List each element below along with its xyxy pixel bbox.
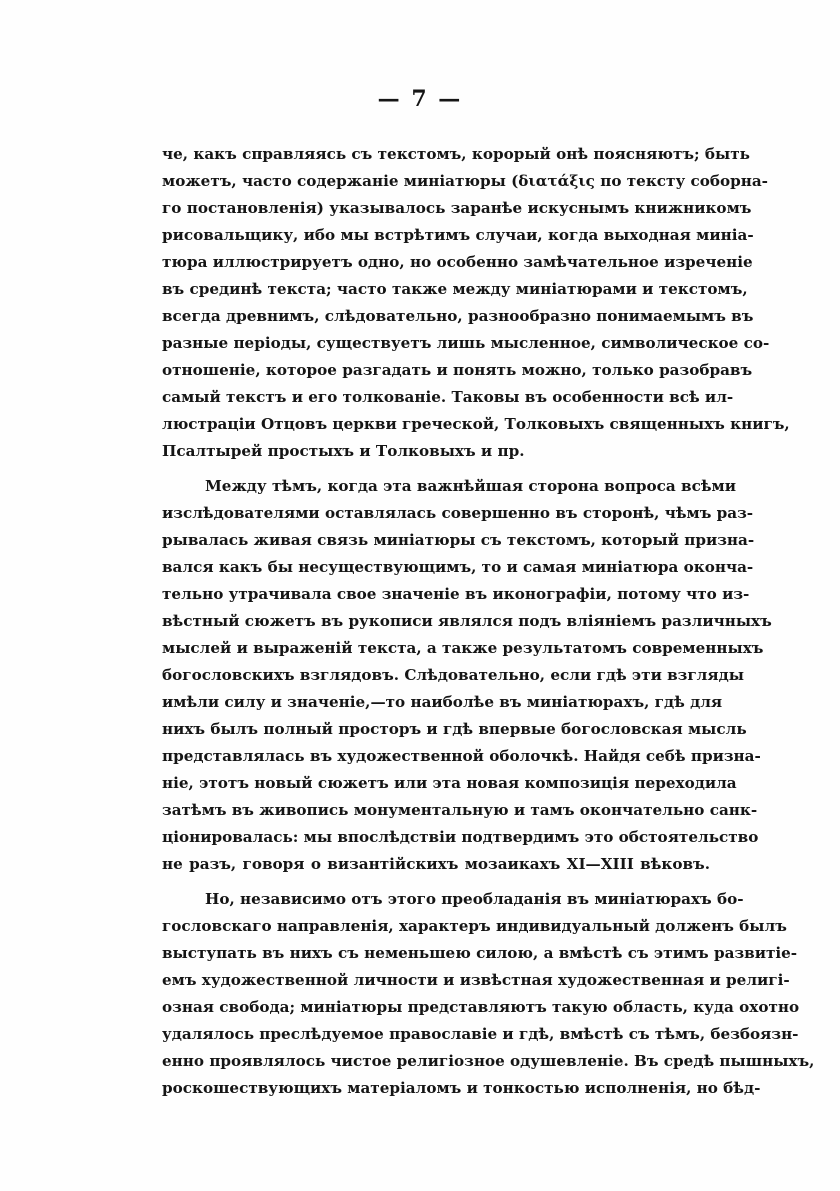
text-line: емъ художественной личности и извѣстная художественная и религі- [162,971,790,989]
text-line: нихъ былъ полный просторъ и гдѣ впервые богословская мысль [162,720,747,738]
text-line: ціонировалась: мы впослѣдствіи подтвердимъ это обстоятельство [162,828,759,846]
text-line: вѣстный сюжетъ въ рукописи являлся подъ вліяніемъ различныхъ [162,612,772,630]
paragraph-start-line: Между тѣмъ, когда эта важнѣйшая сторона вопроса всѣми [205,477,736,495]
text-line: мыслей и выраженій текста, а также результатомъ современныхъ [162,639,764,657]
text-line: имѣли силу и значеніе,—то наиболѣе въ миніатюрахъ, гдѣ для [162,693,723,711]
text-line: тюра иллюстрируетъ одно, но особенно замѣчательное изреченіе [162,253,753,271]
text-line: можетъ, часто содержаніе миніатюры (διατάξις по тексту соборна- [162,172,768,190]
text-line: че, какъ справляясь съ текстомъ, корорый онѣ поясняютъ; быть [162,145,750,163]
text-line: роскошествующихъ матеріаломъ и тонкостью исполненія, но бѣд- [162,1079,761,1097]
text-line: всегда древнимъ, слѣдовательно, разнообразно понимаемымъ въ [162,307,754,325]
text-line: го постановленія) указывалось заранѣе искуснымъ книжникомъ [162,199,752,217]
text-line: въ срединѣ текста; часто также между миніатюрами и текстомъ, [162,280,748,298]
text-line: затѣмъ въ живопись монументальную и тамъ окончательно санк- [162,801,758,819]
text-line: не разъ, говоря о византійскихъ мозаикахъ XI—XIII вѣковъ. [162,855,710,873]
text-line: ніе, этотъ новый сюжетъ или эта новая композиція переходила [162,774,737,792]
text-line: вался какъ бы несуществующимъ, то и самая миніатюра оконча- [162,558,754,576]
text-line: отношеніе, которое разгадать и понять можно, только разобравъ [162,361,753,379]
text-line: изслѣдователями оставлялась совершенно въ сторонѣ, чѣмъ раз- [162,504,754,522]
text-line: Псалтырей простыхъ и Толковыхъ и пр. [162,442,525,460]
text-line: богословскихъ взглядовъ. Слѣдовательно, если гдѣ эти взгляды [162,666,744,684]
text-line: гословскаго направленія, характеръ индивидуальный долженъ былъ [162,917,787,935]
text-line: тельно утрачивала свое значеніе въ иконографіи, потому что из- [162,585,750,603]
text-line: озная свобода; миніатюры представляютъ такую область, куда охотно [162,998,800,1016]
text-line: представлялась въ художественной оболочкѣ. Найдя себѣ призна- [162,747,761,765]
text-line: разные періоды, существуетъ лишь мысленное, символическое со- [162,334,770,352]
paragraph-start-line: Но, независимо отъ этого преобладанія въ миніатюрахъ бо- [205,890,744,908]
text-line: люстраціи Отцовъ церкви греческой, Толковыхъ священныхъ книгъ, [162,415,790,433]
page-number: — 7 — [377,86,463,112]
text-line: рисовальщику, ибо мы встрѣтимъ случаи, когда выходная миніа- [162,226,754,244]
text-line: самый текстъ и его толкованіе. Таковы въ особенности всѣ ил- [162,388,734,406]
text-line: рывалась живая связь миніатюры съ текстомъ, который призна- [162,531,755,549]
text-line: удалялось преслѣдуемое православіе и гдѣ, вмѣстѣ съ тѣмъ, безбоязн- [162,1025,799,1043]
text-line: енно проявлялось чистое религіозное одушевленіе. Въ средѣ пышныхъ, [162,1052,815,1070]
text-line: выступать въ нихъ съ неменьшею силою, а вмѣстѣ съ этимъ развитіе- [162,944,798,962]
